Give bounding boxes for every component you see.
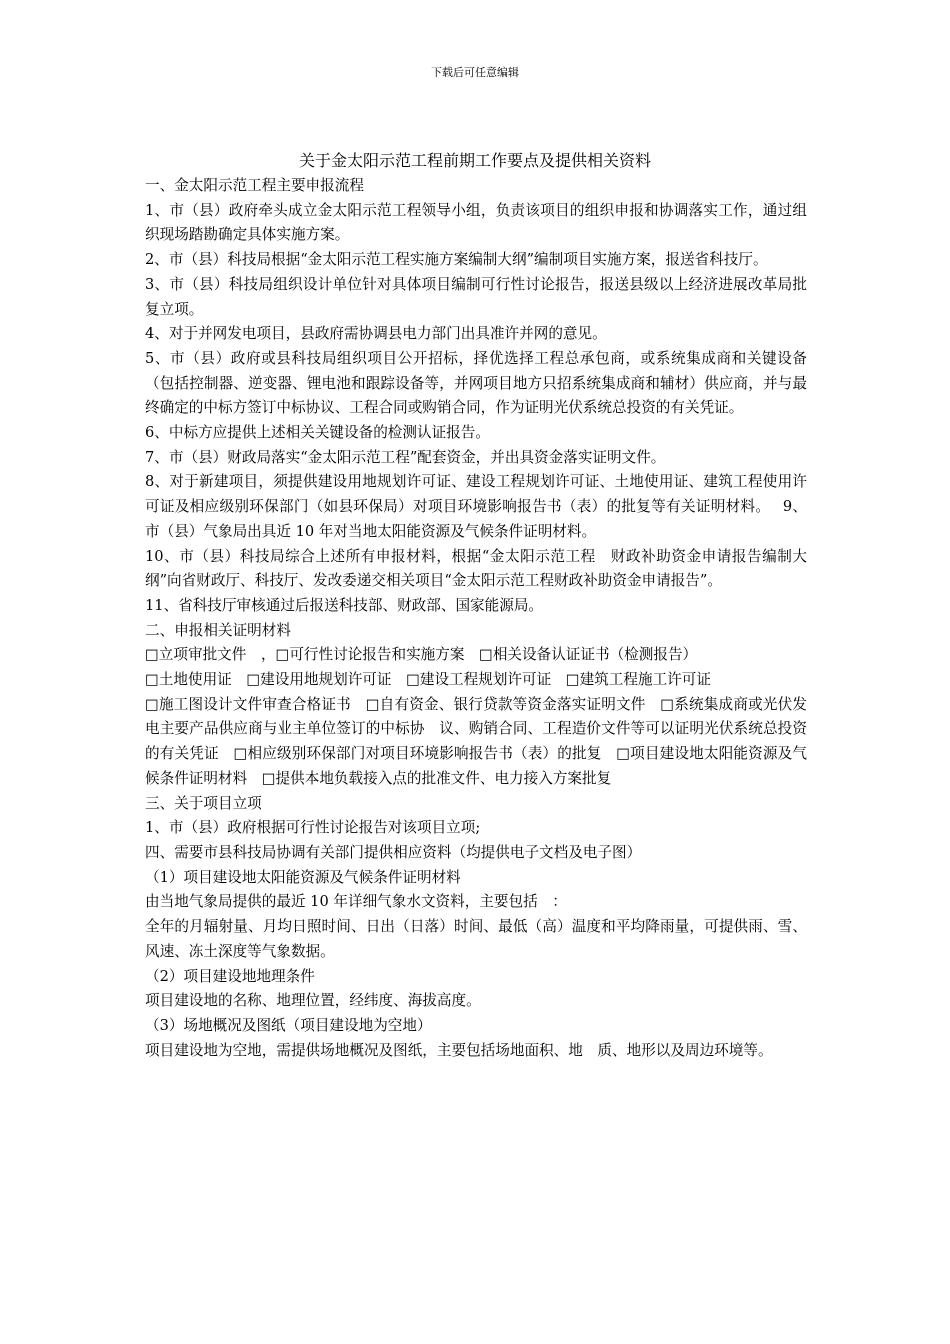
- section-heading-1: 一、金太阳示范工程主要申报流程: [145, 177, 364, 194]
- paragraph: 7、市（县）财政局落实“金太阳示范工程”配套资金，并出具资金落实证明文件。: [145, 448, 666, 466]
- paragraph: 项目建设地为空地，需提供场地概况及图纸，主要包括场地面积、地 质、地形以及周边环境等。: [145, 1041, 773, 1059]
- paragraph: 11、省科技厅审核通过后报送科技部、财政部、国家能源局。: [145, 596, 544, 614]
- checklist-line: □施工图设计文件审查合格证书 □自有资金、银行贷款等资金落实证明文件 □系统集成商或光伏发电主要产品供应商与业主单位签订的中标协 议、购销合同、工程造价文件等可以证明光伏系统总投资的有关凭证 □相应级别环保部门对项目环境影响报告书（表）的批复 □项目建设地太阳能资源及气候条件证明材料 □提供本地负载接入点的批准文件、电力接入方案批复: [145, 695, 807, 787]
- paragraph: 1、市（县）政府根据可行性讨论报告对该项目立项;: [145, 819, 481, 837]
- subsection-heading: （2）项目建设地地理条件: [145, 967, 315, 985]
- header-note: 下载后可任意编辑: [431, 66, 519, 79]
- document-body: [145, 174, 807, 1063]
- section-heading-3: 三、关于项目立项: [145, 794, 262, 812]
- paragraph: 4、对于并网发电项目，县政府需协调县电力部门出具准许并网的意见。: [145, 325, 607, 343]
- paragraph: 3、市（县）科技局组织设计单位针对具体项目编制可行性讨论报告，报送县级以上经济进展改革局批复立项。: [145, 275, 807, 318]
- paragraph: 1、市（县）政府牵头成立金太阳示范工程领导小组，负责该项目的组织申报和协调落实工作，通过组织现场踏勘确定具体实施方案。: [145, 201, 807, 244]
- checklist-line: □土地使用证 □建设用地规划许可证 □建设工程规划许可证 □建筑工程施工许可证: [145, 671, 711, 689]
- paragraph: 2、市（县）科技局根据“金太阳示范工程实施方案编制大纲”编制项目实施方案，报送省科技厅。: [145, 251, 768, 269]
- subsection-heading: （1）项目建设地太阳能资源及气候条件证明材料: [145, 868, 461, 886]
- paragraph: 由当地气象局提供的最近 10 年详细气象水文资料，主要包括 ：: [145, 893, 567, 911]
- paragraph: 全年的月辐射量、月均日照时间、日出（日落）时间、最低（高）温度和平均降雨量，可提供雨、雪、风速、冻土深度等气象数据。: [145, 918, 807, 960]
- paragraph: 5、市（县）政府或县科技局组织项目公开招标，择优选择工程总承包商，或系统集成商和关键设备（包括控制器、逆变器、锂电池和跟踪设备等，并网项目地方只招系统集成商和辅材）供应商，并与最终确定的中标方签订中标协议、工程合同或购销合同，作为证明光伏系统总投资的有关凭证。: [145, 349, 807, 417]
- paragraph: 6、中标方应提供上述相关关键设备的检测认证报告。: [145, 424, 490, 442]
- section-heading-4: 四、需要市县科技局协调有关部门提供相应资料（均提供电子文档及电子图）: [145, 843, 642, 861]
- paragraph: 项目建设地的名称、地理位置，经纬度、海拔高度。: [145, 992, 481, 1010]
- document-title: 关于金太阳示范工程前期工作要点及提供相关资料: [298, 151, 651, 170]
- section-heading-2: 二、申报相关证明材料: [145, 621, 291, 639]
- checklist-line: □立项审批文件 ，□可行性讨论报告和实施方案 □相关设备认证证书（检测报告）: [145, 646, 698, 664]
- paragraph: 8、对于新建项目，须提供建设用地规划许可证、建设工程规划许可证、土地使用证、建筑工程使用许可证及相应级别环保部门（如县环保局）对项目环境影响报告书（表）的批复等有关证明材料。 9、市（县）气象局出具近 10 年对当地太阳能资源及气候条件证明材料。: [145, 473, 807, 540]
- subsection-heading: （3）场地概况及图纸（项目建设地为空地）: [145, 1016, 432, 1034]
- paragraph: 10、市（县）科技局综合上述所有申报材料，根据“金太阳示范工程 财政补助资金申请报告编制大纲”向省财政厅、科技厅、发改委递交相关项目“金太阳示范工程财政补助资金申请报告”。: [145, 547, 807, 590]
